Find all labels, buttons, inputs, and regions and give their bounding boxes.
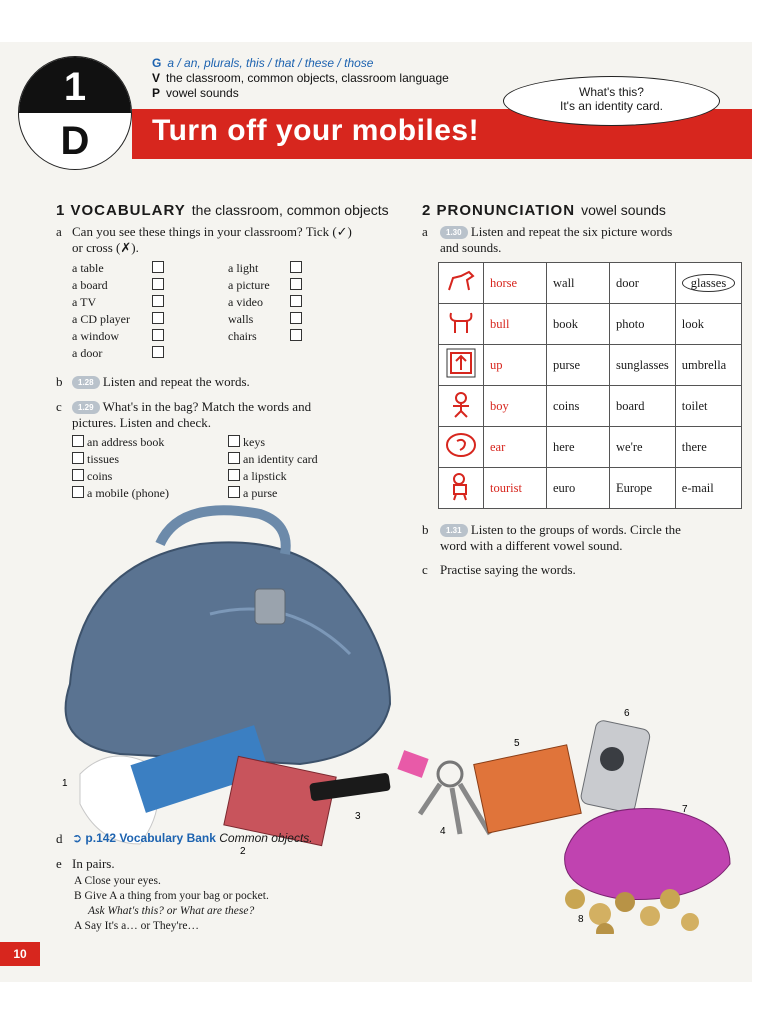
vocab-b-letter: b bbox=[56, 374, 63, 389]
pron-b-letter: b bbox=[422, 522, 429, 537]
table-cell: boy bbox=[484, 386, 547, 427]
vowel-sounds-table bbox=[438, 262, 742, 509]
textbook-page bbox=[0, 42, 752, 982]
list-item: tissues bbox=[72, 451, 169, 468]
tick-box[interactable] bbox=[72, 435, 84, 447]
table-cell: wall bbox=[547, 263, 610, 304]
vocab-b-text: 1.28 Listen and repeat the words. bbox=[72, 374, 250, 390]
focus-pronunciation: P vowel sounds bbox=[152, 86, 239, 100]
list-item: a mobile (phone) bbox=[72, 485, 169, 502]
tick-box[interactable] bbox=[228, 486, 240, 498]
list-item: a video bbox=[228, 294, 302, 311]
vocab-a-text: Can you see these things in your classroom? Tick (✓) or cross (✗). bbox=[72, 224, 352, 255]
list-item: a table bbox=[72, 260, 164, 277]
tick-box[interactable] bbox=[228, 435, 240, 447]
table-cell: euro bbox=[547, 468, 610, 509]
photo-label: 4 bbox=[440, 826, 446, 837]
vocab-c-text: 1.29 What's in the bag? Match the words and pictures. Listen and check. bbox=[72, 399, 312, 430]
list-item: a purse bbox=[228, 485, 318, 502]
list-item: a door bbox=[72, 345, 164, 362]
table-cell[interactable] bbox=[675, 263, 741, 304]
table-row bbox=[439, 263, 742, 304]
table-cell: bull bbox=[484, 304, 547, 345]
tick-box[interactable] bbox=[290, 295, 302, 307]
table-cell: up bbox=[484, 345, 547, 386]
list-item: an address book bbox=[72, 434, 169, 451]
table-cell: e-mail bbox=[675, 468, 741, 509]
photo-label: 8 bbox=[578, 914, 584, 925]
table-cell: we're bbox=[610, 427, 676, 468]
table-cell: sunglasses bbox=[610, 345, 676, 386]
tick-box[interactable] bbox=[228, 452, 240, 464]
vocab-e-letter: e bbox=[56, 856, 62, 871]
table-cell: toilet bbox=[675, 386, 741, 427]
table-row bbox=[439, 468, 742, 509]
bull-icon bbox=[439, 304, 484, 345]
list-item: walls bbox=[228, 311, 302, 328]
focus-grammar: G a / an, plurals, this / that / these / those bbox=[152, 56, 374, 70]
audio-badge[interactable]: 1.31 bbox=[440, 524, 468, 537]
photo-label: 7 bbox=[682, 804, 688, 815]
classroom-list-left bbox=[72, 260, 164, 362]
list-item: a board bbox=[72, 277, 164, 294]
tourist-icon bbox=[439, 468, 484, 509]
tick-box[interactable] bbox=[290, 329, 302, 341]
vocab-e-lines: A Close your eyes. B Give A a thing from your bag or pocket. Ask What's this? or What are these? A Say It's a… or They're… bbox=[74, 875, 269, 932]
tick-box[interactable] bbox=[72, 486, 84, 498]
list-item: chairs bbox=[228, 328, 302, 345]
circled-word: glasses bbox=[682, 274, 735, 292]
pron-b-text: 1.31 Listen to the groups of words. Circle the word with a different vowel sound. bbox=[440, 522, 681, 553]
table-cell: purse bbox=[547, 345, 610, 386]
table-cell: book bbox=[547, 304, 610, 345]
tick-box[interactable] bbox=[152, 261, 164, 273]
audio-badge[interactable]: 1.30 bbox=[440, 226, 468, 239]
list-item: a TV bbox=[72, 294, 164, 311]
pron-a-letter: a bbox=[422, 224, 428, 239]
table-cell: coins bbox=[547, 386, 610, 427]
audio-badge[interactable]: 1.29 bbox=[72, 401, 100, 414]
list-item: a CD player bbox=[72, 311, 164, 328]
vocab-bank-link[interactable]: ➲ p.142 Vocabulary Bank Common objects. bbox=[72, 831, 313, 845]
list-item: a window bbox=[72, 328, 164, 345]
photo-label: 5 bbox=[514, 738, 520, 749]
page-number: 10 bbox=[0, 942, 40, 966]
ear-icon bbox=[439, 427, 484, 468]
tick-box[interactable] bbox=[152, 278, 164, 290]
vocab-c-letter: c bbox=[56, 399, 62, 414]
unit-badge bbox=[18, 56, 132, 170]
table-cell: tourist bbox=[484, 468, 547, 509]
tick-box[interactable] bbox=[290, 278, 302, 290]
arrow-circle-icon: ➲ bbox=[72, 831, 83, 845]
bag-list-right bbox=[228, 434, 318, 502]
table-cell: look bbox=[675, 304, 741, 345]
audio-badge[interactable]: 1.28 bbox=[72, 376, 100, 389]
tick-box[interactable] bbox=[72, 452, 84, 464]
focus-vocabulary: V the classroom, common objects, classroom language bbox=[152, 71, 449, 85]
table-row bbox=[439, 345, 742, 386]
page-title: Turn off your mobiles! bbox=[152, 114, 480, 147]
list-item: keys bbox=[228, 434, 318, 451]
vocab-d-letter: d bbox=[56, 831, 63, 846]
vocab-heading: 1 VOCABULARY the classroom, common objects bbox=[56, 202, 389, 219]
table-cell: ear bbox=[484, 427, 547, 468]
tick-box[interactable] bbox=[152, 295, 164, 307]
table-cell: photo bbox=[610, 304, 676, 345]
list-item: a lipstick bbox=[228, 468, 318, 485]
tick-box[interactable] bbox=[290, 312, 302, 324]
table-row bbox=[439, 386, 742, 427]
table-row bbox=[439, 304, 742, 345]
tick-box[interactable] bbox=[152, 312, 164, 324]
tick-box[interactable] bbox=[228, 469, 240, 481]
photo-label: 6 bbox=[624, 708, 630, 719]
horse-icon bbox=[439, 263, 484, 304]
vocab-a-letter: a bbox=[56, 224, 62, 239]
list-item: a picture bbox=[228, 277, 302, 294]
table-cell: board bbox=[610, 386, 676, 427]
tick-box[interactable] bbox=[290, 261, 302, 273]
table-cell: door bbox=[610, 263, 676, 304]
table-cell: umbrella bbox=[675, 345, 741, 386]
classroom-list-right bbox=[228, 260, 302, 345]
speech-bubble: What's this? It's an identity card. bbox=[503, 76, 720, 126]
list-item: coins bbox=[72, 468, 169, 485]
common-objects-photo bbox=[40, 504, 752, 934]
pron-c-text: Practise saying the words. bbox=[440, 562, 576, 577]
table-cell: Europe bbox=[610, 468, 676, 509]
table-cell: here bbox=[547, 427, 610, 468]
table-cell: there bbox=[675, 427, 741, 468]
pron-heading: 2 PRONUNCIATION vowel sounds bbox=[422, 202, 666, 219]
boy-icon bbox=[439, 386, 484, 427]
unit-number: 1 bbox=[63, 65, 87, 109]
pron-a-text: 1.30 Listen and repeat the six picture words and sounds. bbox=[440, 224, 673, 255]
pron-c-letter: c bbox=[422, 562, 428, 577]
tick-box[interactable] bbox=[72, 469, 84, 481]
up-arrow-icon bbox=[439, 345, 484, 386]
list-item: an identity card bbox=[228, 451, 318, 468]
photo-label: 3 bbox=[355, 811, 361, 822]
table-cell: horse bbox=[484, 263, 547, 304]
list-item: a light bbox=[228, 260, 302, 277]
tick-box[interactable] bbox=[152, 329, 164, 341]
vocab-e-title: In pairs. bbox=[72, 856, 115, 871]
photo-label: 1 bbox=[62, 778, 68, 789]
bag-list-left bbox=[72, 434, 169, 502]
tick-box[interactable] bbox=[152, 346, 164, 358]
unit-letter: D bbox=[60, 119, 90, 163]
table-row bbox=[439, 427, 742, 468]
photo-label: 2 bbox=[240, 846, 246, 857]
